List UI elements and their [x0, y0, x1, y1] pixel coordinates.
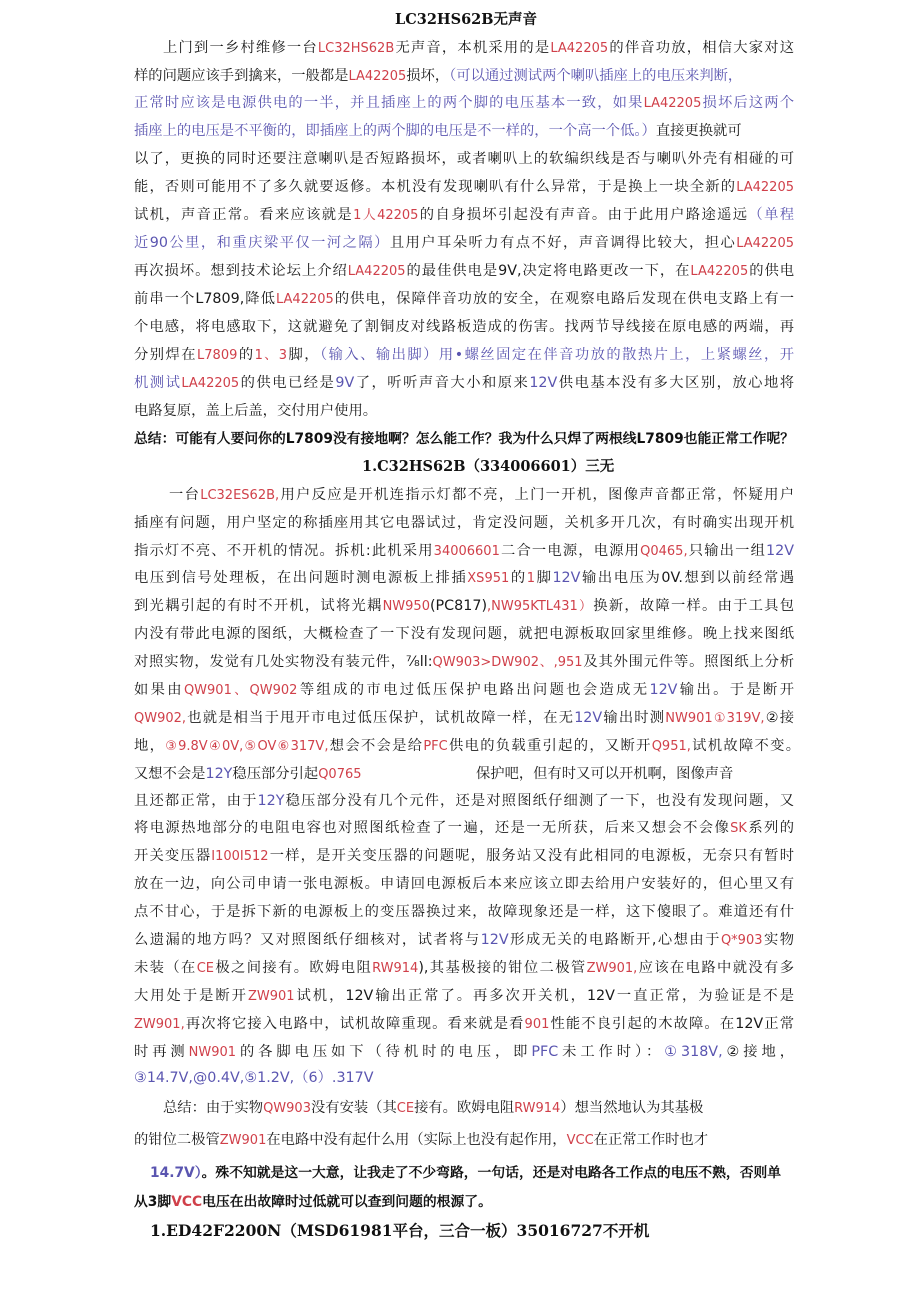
paragraph-2-line-14: 开关变压器I100I512一样，是开关变压器的问题呢，服务站又没有此相同的电源板，无奈只有暂时	[134, 848, 795, 864]
paragraph-1-line-3: 正常时应该是电源供电的一半，并且插座上的两个脚的电压基本一致，如果LA42205损坏后这两个	[134, 95, 795, 111]
paragraph-1-line-11: 个电感，将电感取下，这就避免了割铜皮对线路板造成的伤害。找两节导线接在原电感的两端，再	[134, 319, 794, 335]
paragraph-1-line-6: 能，否则可能用不了多久就要返修。本机没有发现喇叭有什么异常，于是换上一块全新的LA42205	[134, 179, 794, 195]
paragraph-1-line-13: 机测试LA42205的供电已经是9V了，听听声音大小和原来12V供电基本没有多大区别，放心地将	[134, 375, 795, 391]
section-title-3: 1.ED42F2200N（MSD61981平台，三合一板）35016727不开机	[150, 1221, 650, 1240]
paragraph-2-line-1: 一台LC32ES62B,用户反应是开机连指示灯都不亮，上门一开机，图像声音都正常，怀疑用户	[169, 487, 795, 503]
paragraph-1-line-10: 前串一个L7809,降低LA42205的供电，保障伴音功放的安全，在观察电路后发现在供电支路上有一	[134, 291, 794, 307]
summary-2-line-2: 的钳位二极管ZW901在电路中没有起什么用（实际上也没有起作用，VCC在正常工作时也才	[134, 1132, 709, 1148]
paragraph-2-line-4: 电压到信号处理板，在出问题时测电源板上排插XS951的1脚12V输出电压为0V.想到以前经常遇	[134, 570, 795, 586]
paragraph-2-line-21: 时再测NW901的各脚电压如下（待机时的电压，即PFC未工作时）：①318V,②接地，	[134, 1044, 794, 1060]
summary-2-line-3: 14.7V）。殊不知就是这一大意，让我走了不少弯路，一句话，还是对电路各工作点的电压不熟，否则单	[150, 1165, 782, 1181]
summary-1: 总结：可能有人要问你的L7809没有接地啊？怎么能工作？我为什么只焊了两根线L7809也能正常工作呢？	[134, 431, 795, 447]
paragraph-2-line-22: ③14.7V,@0.4V,⑤1.2V,（6）.317V	[134, 1070, 374, 1086]
paragraph-2-line-15: 放在一边，向公司申请一张电源板。申请回电源板后本来应该立即去给用户安装好的，但心里又有	[134, 876, 794, 892]
paragraph-2-line-18: 未装（在CE极之间接有。欧姆电阻RW914),其基极接的钳位二极管ZW901,应该在电路中就没有多	[134, 960, 795, 976]
section-title-1: LC32HS62B无声音	[395, 11, 538, 28]
paragraph-1-line-7: 试机，声音正常。看来应该就是1人42205的自身损坏引起没有声音。由于此用户路途遥远（单程	[134, 207, 795, 223]
paragraph-1-line-8: 近90公里，和重庆梁平仅一河之隔）且用户耳朵听力有点不好，声音调得比较大，担心LA42205	[134, 235, 794, 251]
paragraph-2-line-10: 地，③9.8V④0V,⑤OV⑥317V,想会不会是给PFC供电的负载重引起的，又断开Q951,试机故障不变。	[134, 738, 801, 754]
paragraph-2-line-11b: 保护吧，但有时又可以开机啊，图像声音	[476, 766, 734, 782]
paragraph-1-line-4: 插座上的电压是不平衡的，即插座上的两个脚的电压是不一样的，一个高一个低。）直接更换就可	[134, 123, 742, 139]
paragraph-2-line-16: 点不甘心，于是拆下新的电源板上的变压器换过来，故障现象还是一样，这下傻眼了。难道还有什	[134, 904, 794, 920]
paragraph-1-line-1: 上门到一乡村维修一台LC32HS62B无声音，本机采用的是LA42205的伴音功放，相信大家对这	[163, 40, 795, 56]
section-title-2: 1.C32HS62B（334006601）三无	[362, 458, 615, 475]
paragraph-2-line-17: 么遗漏的地方吗？又对照图纸仔细核对，试者将与12V形成无关的电路断开,心想由于Q*903实物	[134, 932, 795, 948]
summary-2-line-4: 从3脚VCC电压在出故障时过低就可以查到问题的根源了。	[134, 1194, 492, 1210]
paragraph-1-line-12: 分别焊在L7809的1、3脚，（输入、输出脚）用•螺丝固定在伴音功放的散热片上，上紧螺丝，开	[134, 347, 795, 363]
paragraph-1-line-2: 样的问题应该手到擒来，一般都是LA42205损坏，（可以通过测试两个喇叭插座上的电压来判断，	[134, 68, 743, 84]
paragraph-2-line-9: QW902,也就是相当于甩开市电过低压保护，试机故障一样，在无12V输出时测NW901①319V,②接	[134, 710, 794, 726]
paragraph-2-line-5: 到光耦引起的有时不开机，试将光耦NW950(PC817),NW95KTL431）换新，故障一样。由于工具包	[134, 598, 795, 614]
paragraph-2-line-3: 指示灯不亮、不开机的情况。拆机:此机采用34006601二合一电源，电源用Q0465,只输出一组12V	[134, 543, 795, 559]
paragraph-2-line-8: 如果由QW901、QW902等组成的市电过低压保护电路出问题也会造成无12V输出。于是断开	[134, 682, 795, 698]
paragraph-2-line-19: 大用处于是断开ZW901试机，12V输出正常了。再多次开关机，12V一直正常，为验证是不是	[134, 988, 795, 1004]
paragraph-2-line-13: 将电源热地部分的电阻电容也对照图纸检查了一遍，还是一无所获，后来又想会不会像SK系列的	[134, 820, 795, 836]
paragraph-2-line-7: 对照实物，发觉有几处实物没有装元件，⅞ll:QW903>DW902、,951及其外围元件等。照图纸上分析	[134, 654, 795, 670]
paragraph-2-line-6: 内没有带此电源的图纸，大概检查了一下没有发现问题，就把电源板取回家里维修。晚上找来图纸	[134, 626, 794, 642]
paragraph-2-line-2: 插座有问题，用户坚定的称插座用其它电器试过，肯定没问题，关机多开几次，有时确实出现开机	[134, 515, 794, 531]
paragraph-1-line-9: 再次损坏。想到技术论坛上介绍LA42205的最佳供电是9V,决定将电路更改一下，在LA42205的供电	[134, 263, 795, 279]
paragraph-2-line-20: ZW901,再次将它接入电路中，试机故障重现。看来就是看901性能不良引起的木故障。在12V正常	[134, 1016, 794, 1032]
summary-2-line-1: 总结：由于实物QW903没有安装（其CE接有。欧姆电阻RW914）想当然地认为其基极	[163, 1100, 704, 1116]
paragraph-2-line-12: 且还都正常，由于12Y稳压部分没有几个元件，还是对照图纸仔细测了一下，也没有发现问题，又	[134, 793, 795, 809]
paragraph-1-line-5: 以了，更换的同时还要注意喇叭是否短路损坏，或者喇叭上的软编织线是否与喇叭外壳有相碰的可	[134, 151, 794, 167]
paragraph-2-line-11a: 又想不会是12Y稳压部分引起Q0765	[134, 766, 362, 782]
paragraph-1-line-14: 电路复原，盖上后盖，交付用户使用。	[134, 403, 378, 419]
